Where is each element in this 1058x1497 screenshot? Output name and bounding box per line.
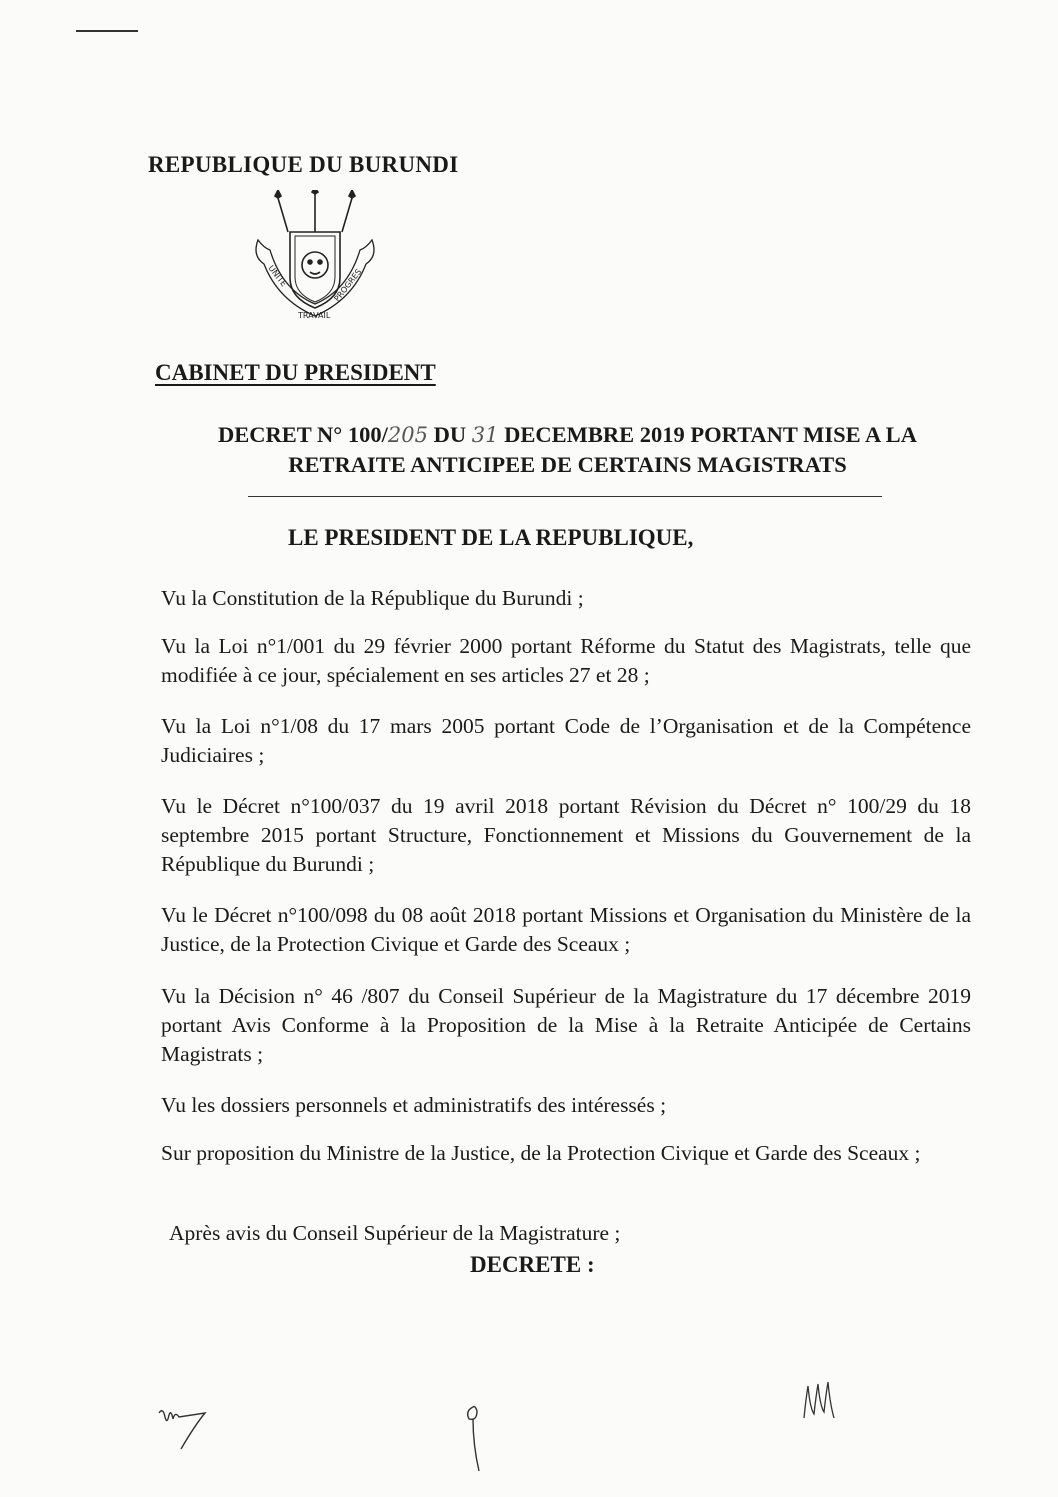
motto-progres: PROGRES (332, 267, 364, 304)
consideration-9: Après avis du Conseil Supérieur de la Magistrature ; (169, 1221, 621, 1245)
initials-signature-left (155, 1405, 215, 1455)
consideration-6: Vu la Décision n° 46 /807 du Conseil Supérieur de la Magistrature du 17 décembre 2019 portant Avis Conforme à la Proposition de la Mise à la Retraite Anticipée de Certains Magistrats ; (161, 984, 971, 1066)
initials-signature-middle (455, 1395, 495, 1475)
decree-title-line2: RETRAITE ANTICIPEE DE CERTAINS MAGISTRATS (288, 452, 847, 477)
consideration-7: Vu les dossiers personnels et administratifs des intéressés ; (161, 1093, 667, 1117)
title-divider (248, 496, 882, 497)
motto-unite: UNITE (266, 263, 289, 289)
consideration-4: Vu le Décret n°100/037 du 19 avril 2018 portant Révision du Décret n° 100/29 du 18 septembre 2015 portant Structure, Fonctionnement et Missions du Gouvernement de la République du Burundi ; (161, 794, 971, 876)
scan-mark (76, 30, 138, 32)
consideration-8: Sur proposition du Ministre de la Justice, de la Protection Civique et Garde des Sceaux ; (161, 1141, 921, 1165)
motto-travail: TRAVAIL (298, 311, 331, 320)
decree-day-handwritten: 31 (471, 423, 499, 447)
decree-title-prefix: DECRET N° 100/ (218, 422, 388, 447)
decree-number-handwritten: 205 (387, 423, 429, 447)
country-heading: REPUBLIQUE DU BURUNDI (148, 152, 459, 177)
consideration-3: Vu la Loi n°1/08 du 17 mars 2005 portant Code de l’Organisation et de la Compétence Judiciaires ; (161, 714, 971, 767)
consideration-2: Vu la Loi n°1/001 du 29 février 2000 portant Réforme du Statut des Magistrats, telle que modifiée à ce jour, spécialement en ses articles 27 et 28 ; (161, 634, 971, 687)
decree-title-du: DU (428, 422, 472, 447)
decision-heading: DECRETE : (470, 1252, 595, 1277)
initials-signature-right (798, 1378, 848, 1433)
consideration-1: Vu la Constitution de la République du Burundi ; (161, 586, 584, 610)
decree-title (160, 420, 975, 480)
office-heading: CABINET DU PRESIDENT (155, 360, 436, 385)
coat-of-arms-emblem (248, 190, 383, 330)
decree-title-rest: DECEMBRE 2019 PORTANT MISE A LA (498, 422, 917, 447)
president-heading: LE PRESIDENT DE LA REPUBLIQUE, (288, 525, 694, 550)
consideration-5: Vu le Décret n°100/098 du 08 août 2018 portant Missions et Organisation du Ministère de la Justice, de la Protection Civique et Garde des Sceaux ; (161, 903, 971, 956)
